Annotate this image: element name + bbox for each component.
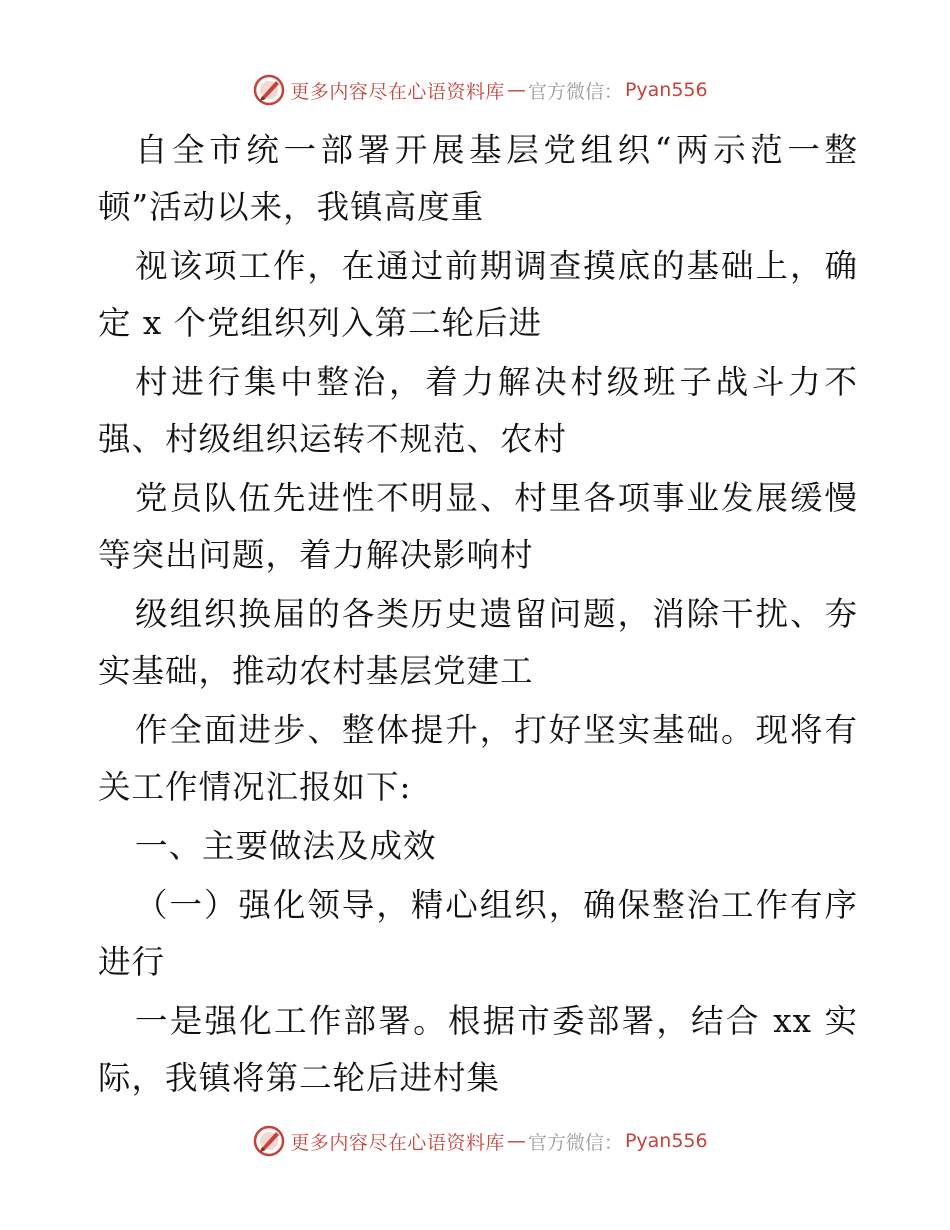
subsection-heading: （一）强化领导，精心组织，确保整治工作有序进行	[98, 886, 858, 981]
watermark-dash: —	[506, 1130, 526, 1152]
watermark-wechat-id: Pyan556	[624, 79, 708, 101]
watermark-brand-text: 更多内容尽在心语资料库	[290, 80, 505, 103]
paragraph: 自全市统一部署开展基层党组织“两示范一整顿”活动以来，我镇高度重	[98, 131, 858, 226]
pen-seal-icon	[252, 1124, 286, 1158]
watermark-dash: —	[506, 79, 526, 101]
paragraph: 村进行集中整治，着力解决村级班子战斗力不强、村级组织运转不规范、农村	[98, 363, 858, 458]
pen-seal-icon	[252, 73, 286, 107]
header-watermark	[0, 70, 950, 110]
section-heading: 一、主要做法及成效	[135, 827, 437, 865]
document-body	[98, 122, 858, 1109]
paragraph: 级组织换届的各类历史遗留问题，消除干扰、夯实基础，推动农村基层党建工	[98, 595, 858, 690]
watermark-wechat-id: Pyan556	[624, 1130, 708, 1152]
watermark-official-label: 官方微信：	[527, 1131, 623, 1154]
paragraph: 视该项工作，在通过前期调查摸底的基础上，确定 x 个党组织列入第二轮后进	[98, 247, 858, 342]
watermark-brand-text: 更多内容尽在心语资料库	[290, 1131, 505, 1154]
paragraph: 一是强化工作部署。根据市委部署，结合 xx 实际，我镇将第二轮后进村集	[98, 1002, 858, 1097]
paragraph: 作全面进步、整体提升，打好坚实基础。现将有关工作情况汇报如下:	[98, 711, 858, 806]
footer-watermark	[0, 1121, 950, 1161]
watermark-official-label: 官方微信：	[527, 80, 623, 103]
paragraph: 党员队伍先进性不明显、村里各项事业发展缓慢等突出问题，着力解决影响村	[98, 479, 858, 574]
